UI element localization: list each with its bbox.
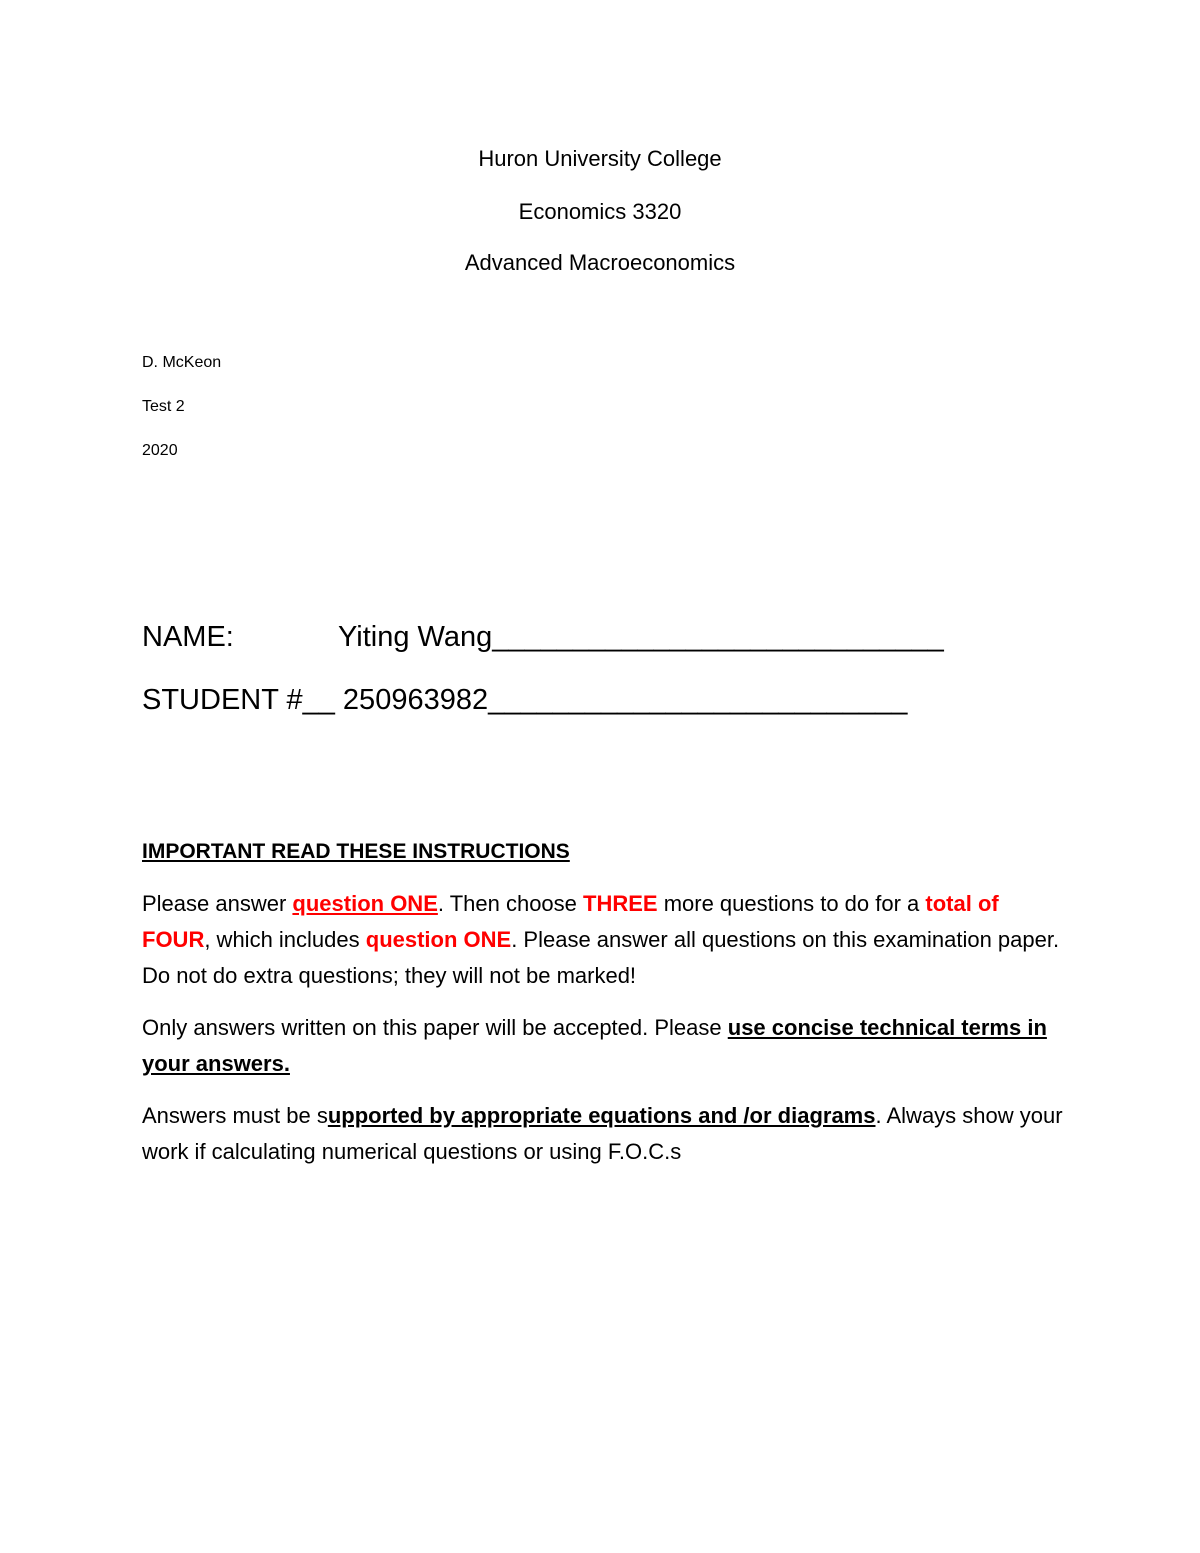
p1-text-1: Please answer <box>142 891 293 916</box>
course-code: Economics 3320 <box>518 199 682 224</box>
instructions-paragraph-3 <box>142 1098 1072 1170</box>
test-label: Test 2 <box>142 398 185 415</box>
p2-text-1: Only answers written on this paper will be accepted. Please <box>142 1015 728 1040</box>
p1-text-5: . Please answer all questions on this examination paper. Do not do extra questions; they will not be marked! <box>142 927 1060 988</box>
p1-emphasis-question-one: question ONE <box>292 891 438 916</box>
name-label: NAME: <box>142 621 234 653</box>
p1-emphasis-total-of-four: total of FOUR <box>142 891 999 952</box>
p2-emphasis-technical-terms: use concise technical terms in your answers. <box>142 1015 1047 1076</box>
p1-text-2: . Then choose <box>437 891 584 916</box>
course-title: Advanced Macroeconomics <box>464 250 736 275</box>
instructions-paragraph-2 <box>142 1010 1072 1082</box>
instructions-paragraph-1 <box>142 886 1072 994</box>
name-value[interactable]: Yiting Wang____________________________ <box>338 621 944 653</box>
instructions-heading: IMPORTANT READ THESE INSTRUCTIONS <box>142 840 570 863</box>
p1-emphasis-three: THREE <box>583 891 658 916</box>
year-label: 2020 <box>142 442 178 459</box>
p1-emphasis-question-one-2: question ONE <box>365 927 512 952</box>
student-number-value[interactable]: 250963982__________________________ <box>334 684 908 716</box>
p3-text-1: Answers must be s <box>142 1103 328 1128</box>
p3-emphasis-equations-diagrams: upported by appropriate equations and /or diagrams <box>327 1103 876 1128</box>
p1-text-3: more questions to do for a <box>657 891 926 916</box>
p1-text-4: , which includes <box>204 927 366 952</box>
student-name-row <box>142 619 944 655</box>
p3-text-2: . Always show your work if calculating numerical questions or using F.O.C.s <box>142 1103 1063 1164</box>
instructor-name: D. McKeon <box>142 354 222 371</box>
student-number-row <box>142 682 907 718</box>
institution-title: Huron University College <box>478 146 722 171</box>
student-number-label: STUDENT #__ <box>142 684 335 716</box>
